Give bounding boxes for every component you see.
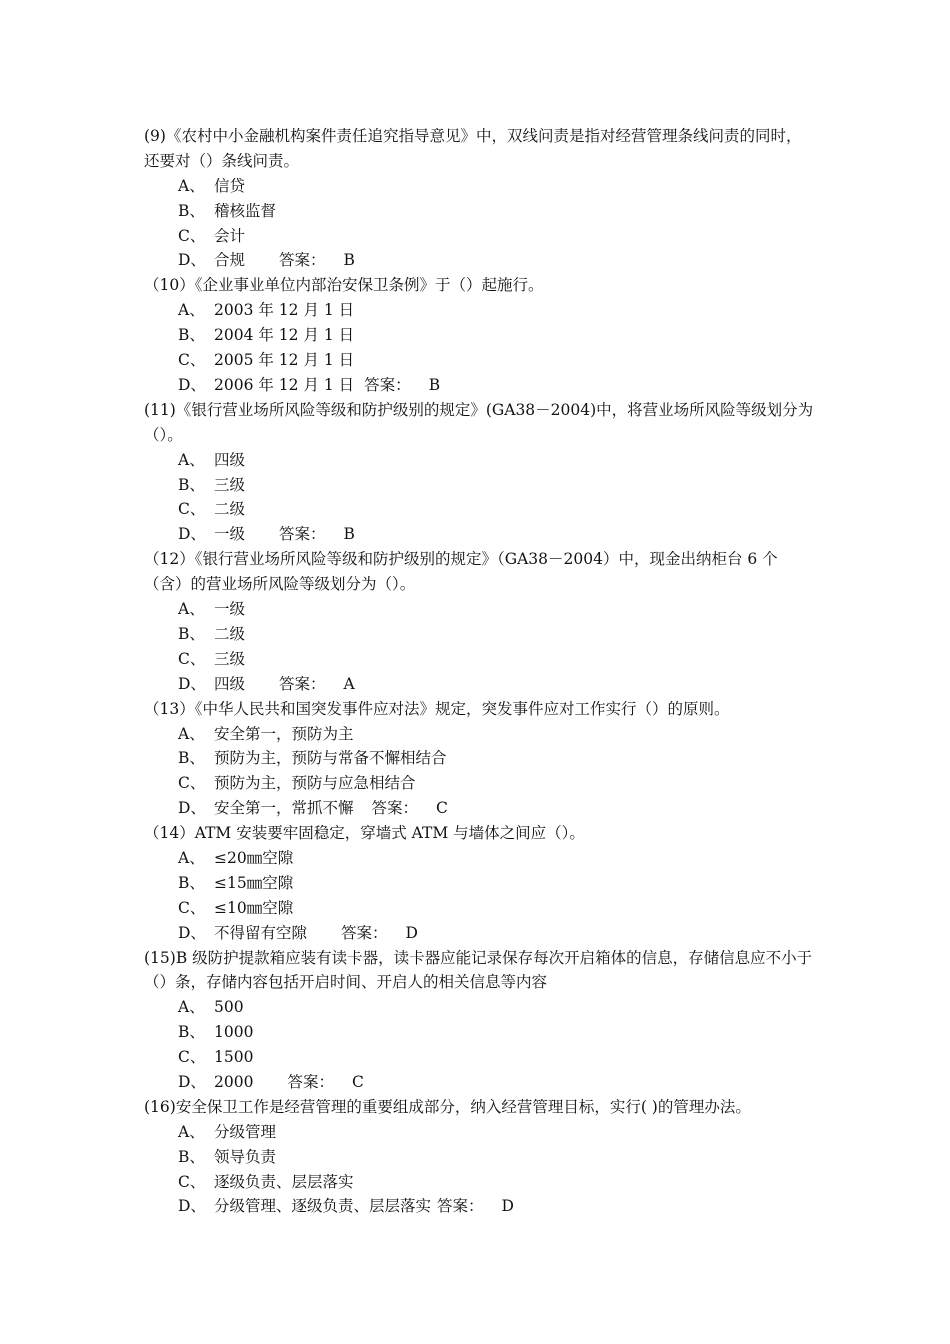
option-text: ≤20㎜空隙 [214, 848, 294, 867]
option-text: 会计 [214, 226, 246, 245]
option-letter: D、 [178, 1073, 206, 1092]
answer [354, 796, 448, 821]
option-text: 2004 年 12 月 1 日 [214, 326, 355, 345]
option-text: 2006 年 12 月 1 日 [214, 375, 355, 394]
option-b [144, 746, 816, 771]
option-text: 四级 [214, 674, 246, 693]
option-text: 1000 [214, 1023, 254, 1042]
answer-value: D [405, 923, 418, 942]
option-letter: A、 [178, 848, 205, 867]
option-letter: A、 [178, 600, 205, 619]
option-d [144, 1194, 816, 1219]
question-text: （12）《银行营业场所风险等级和防护级别的规定》（GA38－2004）中，现金出纳柜台 6 个（含）的营业场所风险等级划分为（）。 [144, 550, 778, 594]
option-c [144, 224, 816, 249]
question-10 [144, 273, 816, 397]
option-c [144, 896, 816, 921]
option-text: 一级 [214, 525, 246, 544]
option-d [144, 373, 816, 398]
option-text: 2005 年 12 月 1 日 [214, 351, 355, 370]
option-b [144, 622, 816, 647]
option-letter: C、 [178, 1172, 206, 1191]
question-text: (9)《农村中小金融机构案件责任追究指导意见》中，双线问责是指对经营管理条线问责的同时，还要对（）条线问责。 [144, 127, 802, 170]
answer-label: 答案： [364, 375, 411, 394]
option-letter: C、 [178, 1048, 206, 1067]
answer-value: B [343, 251, 355, 270]
question-text: （10）《企业事业单位内部治安保卫条例》于（）起施行。 [144, 276, 544, 295]
option-letter: B、 [178, 873, 205, 892]
answer-label: 答案： [437, 1197, 484, 1216]
question-16 [144, 1095, 816, 1219]
option-letter: C、 [178, 649, 206, 668]
option-letter: D、 [178, 525, 206, 544]
option-letter: C、 [178, 500, 206, 519]
option-d [144, 522, 816, 547]
option-c [144, 647, 816, 672]
option-b [144, 199, 816, 224]
question-13 [144, 697, 816, 821]
option-letter: B、 [178, 1023, 205, 1042]
option-letter: B、 [178, 475, 205, 494]
option-letter: D、 [178, 923, 206, 942]
option-text: 稽核监督 [214, 201, 277, 220]
option-a [144, 846, 816, 871]
answer [307, 921, 418, 946]
option-letter: D、 [178, 375, 206, 394]
option-letter: C、 [178, 774, 206, 793]
option-letter: A、 [178, 1122, 205, 1141]
option-letter: A、 [178, 301, 205, 320]
option-text: 安全第一，常抓不懈 [214, 799, 354, 818]
option-c [144, 1045, 816, 1070]
option-letter: D、 [178, 251, 206, 270]
option-text: 逐级负责、层层落实 [214, 1172, 354, 1191]
answer-value: C [351, 1073, 364, 1092]
document-page [144, 124, 816, 1219]
option-letter: D、 [178, 1197, 206, 1216]
option-text: 分级管理 [214, 1122, 277, 1141]
option-d [144, 1070, 816, 1095]
answer-label: 答案： [287, 1073, 334, 1092]
option-a [144, 174, 816, 199]
question-text: （14）ATM 安装要牢固稳定，穿墙式 ATM 与墙体之间应（）。 [144, 824, 585, 843]
answer [253, 1070, 363, 1095]
answer [354, 373, 440, 398]
option-letter: C、 [178, 898, 206, 917]
option-text: 二级 [214, 500, 246, 519]
answer [245, 522, 355, 547]
option-letter: A、 [178, 450, 205, 469]
option-letter: B、 [178, 624, 205, 643]
option-a [144, 995, 816, 1020]
option-d [144, 248, 816, 273]
option-b [144, 473, 816, 498]
option-text: 500 [214, 998, 244, 1017]
option-b [144, 323, 816, 348]
option-c [144, 771, 816, 796]
question-14 [144, 821, 816, 945]
option-a [144, 597, 816, 622]
answer-label: 答案： [341, 923, 388, 942]
option-text: 信贷 [214, 176, 246, 195]
option-text: 预防为主，预防与常备不懈相结合 [214, 749, 447, 768]
option-b [144, 1020, 816, 1045]
option-letter: D、 [178, 799, 206, 818]
option-text: 2003 年 12 月 1 日 [214, 301, 355, 320]
option-letter: C、 [178, 226, 206, 245]
answer [245, 672, 355, 697]
option-letter: B、 [178, 201, 205, 220]
option-letter: C、 [178, 351, 206, 370]
answer-value: A [343, 674, 355, 693]
answer-value: B [428, 375, 441, 394]
answer-label: 答案： [371, 799, 419, 818]
option-letter: B、 [178, 1147, 205, 1166]
option-b [144, 1145, 816, 1170]
option-text: 预防为主，预防与应急相结合 [214, 774, 416, 793]
option-letter: B、 [178, 749, 205, 768]
answer-label: 答案： [279, 525, 326, 544]
option-text: ≤10㎜空隙 [214, 898, 294, 917]
option-text: 安全第一，预防为主 [214, 724, 354, 743]
option-text: 一级 [214, 600, 246, 619]
option-letter: A、 [178, 998, 205, 1017]
option-text: ≤15㎜空隙 [214, 873, 294, 892]
answer-value: C [436, 799, 448, 818]
option-a [144, 1120, 816, 1145]
option-letter: B、 [178, 326, 205, 345]
option-c [144, 348, 816, 373]
answer [431, 1194, 514, 1219]
answer-label: 答案： [279, 251, 326, 270]
option-text: 三级 [214, 475, 246, 494]
option-text: 二级 [214, 624, 246, 643]
option-text: 三级 [214, 649, 246, 668]
option-text: 四级 [214, 450, 246, 469]
option-text: 不得留有空隙 [214, 923, 308, 942]
option-c [144, 1170, 816, 1195]
option-text: 分级管理、逐级负责、层层落实 [214, 1197, 432, 1216]
answer-label: 答案： [279, 674, 326, 693]
question-text: (11)《银行营业场所风险等级和防护级别的规定》(GA38－2004)中，将营业场所风险等级划分为（）。 [144, 400, 814, 444]
question-text: （13）《中华人民共和国突发事件应对法》规定，突发事件应对工作实行（）的原则。 [144, 699, 730, 718]
question-text: (15)B 级防护提款箱应装有读卡器，读卡器应能记录保存每次开启箱体的信息，存储信息应不小于（）条，存储内容包括开启时间、开启人的相关信息等内容 [144, 948, 813, 992]
question-9 [144, 124, 816, 273]
option-letter: A、 [178, 724, 205, 743]
option-text: 领导负责 [214, 1147, 277, 1166]
option-letter: A、 [178, 176, 205, 195]
option-text: 1500 [214, 1048, 254, 1067]
option-text: 2000 [214, 1073, 254, 1092]
option-d [144, 921, 816, 946]
question-15 [144, 946, 816, 1095]
option-text: 合规 [214, 251, 246, 270]
option-a [144, 298, 816, 323]
option-letter: D、 [178, 674, 206, 693]
option-a [144, 448, 816, 473]
question-12 [144, 547, 816, 696]
option-d [144, 672, 816, 697]
answer-value: D [501, 1197, 514, 1216]
option-c [144, 497, 816, 522]
answer [245, 248, 355, 273]
option-a [144, 722, 816, 747]
answer-value: B [343, 525, 355, 544]
option-b [144, 871, 816, 896]
question-text: (16)安全保卫工作是经营管理的重要组成部分，纳入经营管理目标，实行( )的管理办法。 [144, 1097, 751, 1116]
option-d [144, 796, 816, 821]
question-11 [144, 398, 816, 547]
